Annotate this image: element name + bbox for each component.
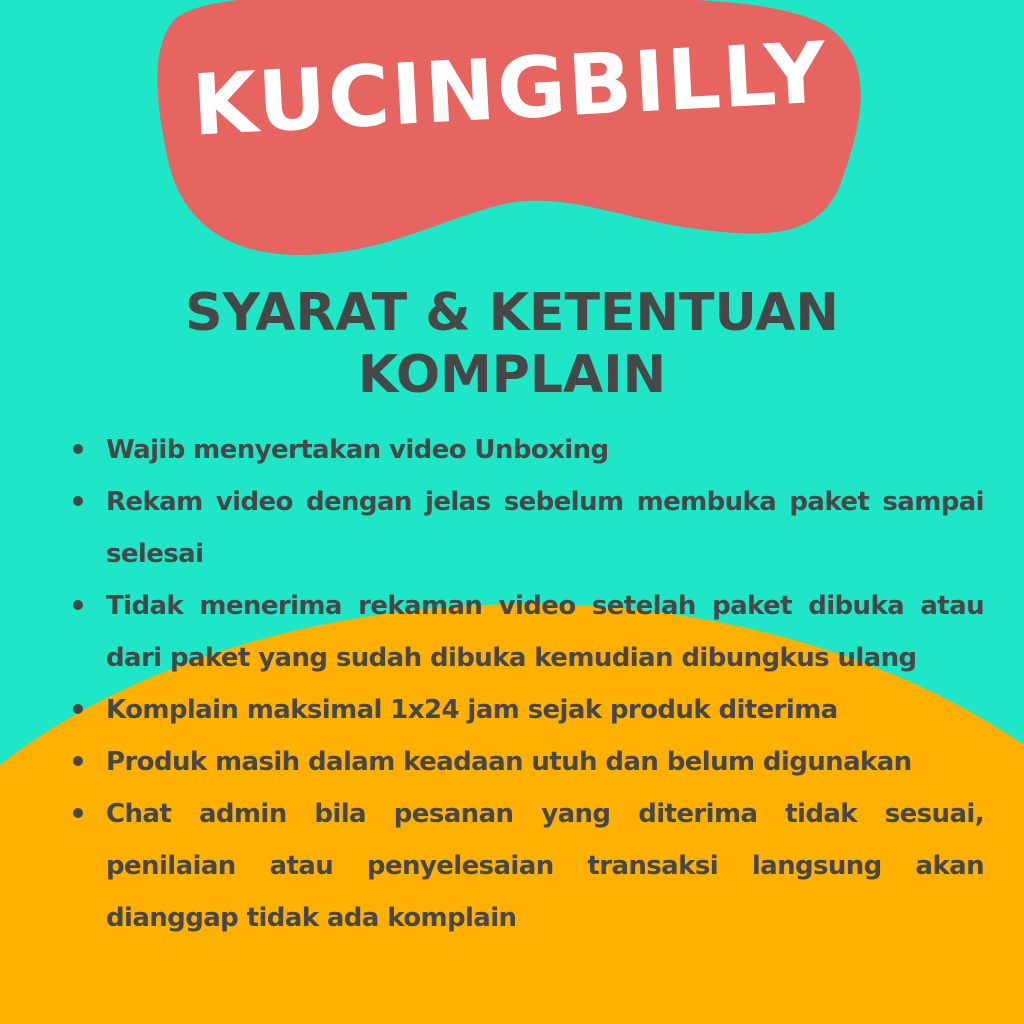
terms-list-item: Komplain maksimal 1x24 jam sejak produk diterima bbox=[106, 684, 984, 736]
title-line-1: SYARAT & KETENTUAN bbox=[185, 283, 839, 343]
page-title bbox=[0, 282, 1024, 406]
terms-list-item: Tidak menerima rekaman video setelah paket dibuka atau dari paket yang sudah dibuka kemudian dibungkus ulang bbox=[106, 580, 984, 684]
terms-list-item: Wajib menyertakan video Unboxing bbox=[106, 424, 984, 476]
brand-logo-text: KUCINGBILLY bbox=[189, 23, 831, 155]
terms-list-item: Chat admin bila pesanan yang diterima tidak sesuai, penilaian atau penyelesaian transaksi langsung akan dianggap tidak ada komplain bbox=[106, 788, 984, 944]
terms-list-item: Rekam video dengan jelas sebelum membuka paket sampai selesai bbox=[106, 476, 984, 580]
title-line-2: KOMPLAIN bbox=[357, 345, 667, 405]
terms-list-item: Produk masih dalam keadaan utuh dan belum digunakan bbox=[106, 736, 984, 788]
terms-list bbox=[62, 424, 984, 944]
